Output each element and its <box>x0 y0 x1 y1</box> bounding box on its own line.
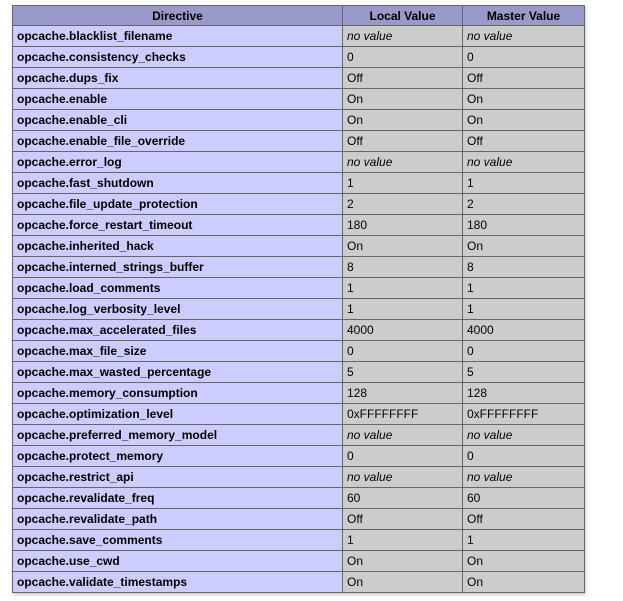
master-value-cell: 1 <box>463 530 585 551</box>
directive-name-cell: opcache.file_update_protection <box>13 194 343 215</box>
table-row <box>13 467 585 488</box>
local-value-cell <box>343 152 463 173</box>
directive-name-cell: opcache.restrict_api <box>13 467 343 488</box>
directive-name-cell: opcache.max_file_size <box>13 341 343 362</box>
local-value-cell: 1 <box>343 173 463 194</box>
master-value-cell: 8 <box>463 257 585 278</box>
local-value-cell <box>343 26 463 47</box>
master-value-cell: 0xFFFFFFFF <box>463 404 585 425</box>
master-value-cell <box>463 425 585 446</box>
directive-name-cell: opcache.protect_memory <box>13 446 343 467</box>
local-value-cell: 0xFFFFFFFF <box>343 404 463 425</box>
table-row <box>13 215 585 236</box>
directive-name-cell: opcache.enable_cli <box>13 110 343 131</box>
table-row <box>13 362 585 383</box>
master-value-cell: Off <box>463 68 585 89</box>
local-value-cell: 128 <box>343 383 463 404</box>
directive-name-cell: opcache.error_log <box>13 152 343 173</box>
master-value-cell: On <box>463 551 585 572</box>
table-row <box>13 68 585 89</box>
directive-name-cell: opcache.log_verbosity_level <box>13 299 343 320</box>
master-value-cell <box>463 26 585 47</box>
no-value-text: no value <box>467 428 513 442</box>
table-row <box>13 320 585 341</box>
local-value-cell <box>343 425 463 446</box>
directive-name-cell: opcache.preferred_memory_model <box>13 425 343 446</box>
directive-name-cell: opcache.force_restart_timeout <box>13 215 343 236</box>
master-value-cell: 0 <box>463 47 585 68</box>
ini-directives-table <box>12 5 585 593</box>
column-header-master-value: Master Value <box>463 6 585 26</box>
table-row <box>13 194 585 215</box>
directive-name-cell: opcache.interned_strings_buffer <box>13 257 343 278</box>
directive-name-cell: opcache.validate_timestamps <box>13 572 343 593</box>
directive-name-cell: opcache.optimization_level <box>13 404 343 425</box>
table-row <box>13 299 585 320</box>
local-value-cell: On <box>343 572 463 593</box>
local-value-cell: On <box>343 551 463 572</box>
master-value-cell: 0 <box>463 341 585 362</box>
directive-name-cell: opcache.inherited_hack <box>13 236 343 257</box>
table-row <box>13 341 585 362</box>
local-value-cell: On <box>343 236 463 257</box>
directive-name-cell: opcache.enable_file_override <box>13 131 343 152</box>
column-header-local-value: Local Value <box>343 6 463 26</box>
master-value-cell: Off <box>463 509 585 530</box>
master-value-cell: On <box>463 236 585 257</box>
local-value-cell: 5 <box>343 362 463 383</box>
directive-name-cell: opcache.blacklist_filename <box>13 26 343 47</box>
local-value-cell: On <box>343 89 463 110</box>
no-value-text: no value <box>347 470 393 484</box>
table-row <box>13 47 585 68</box>
directive-name-cell: opcache.fast_shutdown <box>13 173 343 194</box>
master-value-cell: On <box>463 110 585 131</box>
directive-name-cell: opcache.max_accelerated_files <box>13 320 343 341</box>
column-header-directive: Directive <box>13 6 343 26</box>
table-row <box>13 404 585 425</box>
directive-name-cell: opcache.revalidate_path <box>13 509 343 530</box>
directive-name-cell: opcache.dups_fix <box>13 68 343 89</box>
local-value-cell: 0 <box>343 446 463 467</box>
table-row <box>13 446 585 467</box>
master-value-cell: 2 <box>463 194 585 215</box>
table-row <box>13 509 585 530</box>
master-value-cell: 180 <box>463 215 585 236</box>
no-value-text: no value <box>467 470 513 484</box>
directive-name-cell: opcache.load_comments <box>13 278 343 299</box>
no-value-text: no value <box>347 155 393 169</box>
directive-name-cell: opcache.memory_consumption <box>13 383 343 404</box>
local-value-cell: Off <box>343 509 463 530</box>
table-row <box>13 257 585 278</box>
master-value-cell: 0 <box>463 446 585 467</box>
table-row <box>13 425 585 446</box>
table-body <box>13 26 585 593</box>
master-value-cell: 5 <box>463 362 585 383</box>
local-value-cell: Off <box>343 131 463 152</box>
master-value-cell: On <box>463 572 585 593</box>
phpinfo-opcache-section <box>12 5 585 593</box>
table-row <box>13 89 585 110</box>
master-value-cell: On <box>463 89 585 110</box>
directive-name-cell: opcache.save_comments <box>13 530 343 551</box>
table-row <box>13 530 585 551</box>
directive-name-cell: opcache.enable <box>13 89 343 110</box>
directive-name-cell: opcache.max_wasted_percentage <box>13 362 343 383</box>
local-value-cell: 0 <box>343 47 463 68</box>
directive-name-cell: opcache.revalidate_freq <box>13 488 343 509</box>
local-value-cell: 4000 <box>343 320 463 341</box>
table-row <box>13 278 585 299</box>
table-row <box>13 131 585 152</box>
table-row <box>13 383 585 404</box>
local-value-cell: 8 <box>343 257 463 278</box>
directive-name-cell: opcache.consistency_checks <box>13 47 343 68</box>
no-value-text: no value <box>347 29 393 43</box>
master-value-cell: 1 <box>463 299 585 320</box>
local-value-cell: 2 <box>343 194 463 215</box>
table-row <box>13 236 585 257</box>
local-value-cell: On <box>343 110 463 131</box>
local-value-cell: 1 <box>343 299 463 320</box>
table-row <box>13 551 585 572</box>
no-value-text: no value <box>467 29 513 43</box>
table-row <box>13 110 585 131</box>
master-value-cell <box>463 152 585 173</box>
local-value-cell: 60 <box>343 488 463 509</box>
table-row <box>13 173 585 194</box>
master-value-cell: 1 <box>463 173 585 194</box>
master-value-cell: 1 <box>463 278 585 299</box>
master-value-cell: 4000 <box>463 320 585 341</box>
table-row <box>13 488 585 509</box>
table-row <box>13 572 585 593</box>
master-value-cell: 128 <box>463 383 585 404</box>
local-value-cell: 0 <box>343 341 463 362</box>
table-row <box>13 26 585 47</box>
master-value-cell: 60 <box>463 488 585 509</box>
local-value-cell: 1 <box>343 278 463 299</box>
local-value-cell: 1 <box>343 530 463 551</box>
master-value-cell <box>463 467 585 488</box>
no-value-text: no value <box>467 155 513 169</box>
local-value-cell <box>343 467 463 488</box>
directive-name-cell: opcache.use_cwd <box>13 551 343 572</box>
master-value-cell: Off <box>463 131 585 152</box>
no-value-text: no value <box>347 428 393 442</box>
table-header-row <box>13 6 585 26</box>
local-value-cell: Off <box>343 68 463 89</box>
table-row <box>13 152 585 173</box>
local-value-cell: 180 <box>343 215 463 236</box>
